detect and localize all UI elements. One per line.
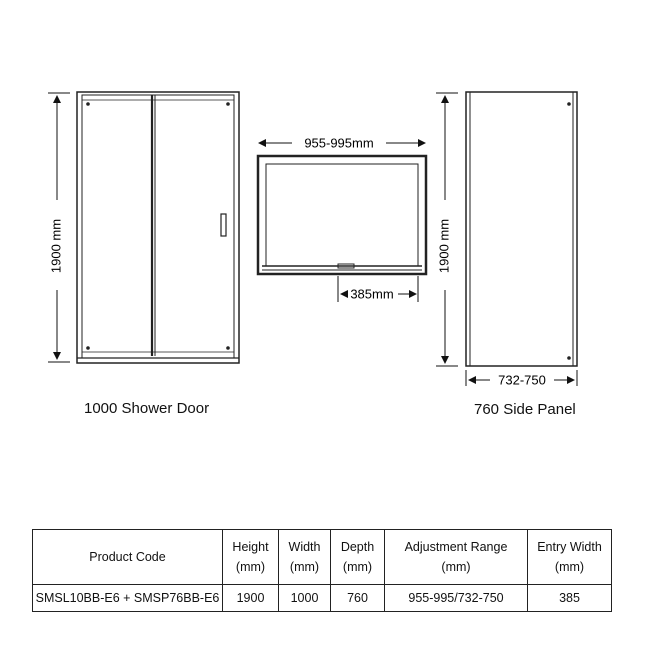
cell-width: 1000	[279, 585, 331, 612]
panel-height-label: 1900 mm	[436, 218, 452, 274]
header-height: Height (mm)	[223, 530, 279, 585]
entry-width-label: 385mm	[350, 286, 394, 302]
panel-width-label: 732-750	[498, 372, 546, 388]
shower-door-drawing	[77, 92, 239, 363]
header-entry-width: Entry Width (mm)	[528, 530, 612, 585]
table-header-row	[33, 530, 612, 585]
header-width: Width (mm)	[279, 530, 331, 585]
cell-height: 1900	[223, 585, 279, 612]
door-height-label: 1900 mm	[48, 218, 64, 274]
header-adjustment-range: Adjustment Range (mm)	[385, 530, 528, 585]
plan-view-drawing	[258, 156, 426, 274]
table-row	[33, 585, 612, 612]
cell-product-code: SMSL10BB-E6 + SMSP76BB-E6	[33, 585, 223, 612]
header-depth: Depth (mm)	[331, 530, 385, 585]
cell-entry-width: 385	[528, 585, 612, 612]
header-product-code: Product Code	[33, 530, 223, 585]
door-handle	[221, 214, 226, 236]
spec-table	[32, 529, 612, 612]
side-panel-drawing	[466, 92, 577, 366]
cell-adjustment-range: 955-995/732-750	[385, 585, 528, 612]
cell-depth: 760	[331, 585, 385, 612]
door-caption: 1000 Shower Door	[84, 400, 210, 417]
plan-width-label: 955-995mm	[304, 135, 374, 151]
panel-caption: 760 Side Panel	[474, 401, 576, 418]
